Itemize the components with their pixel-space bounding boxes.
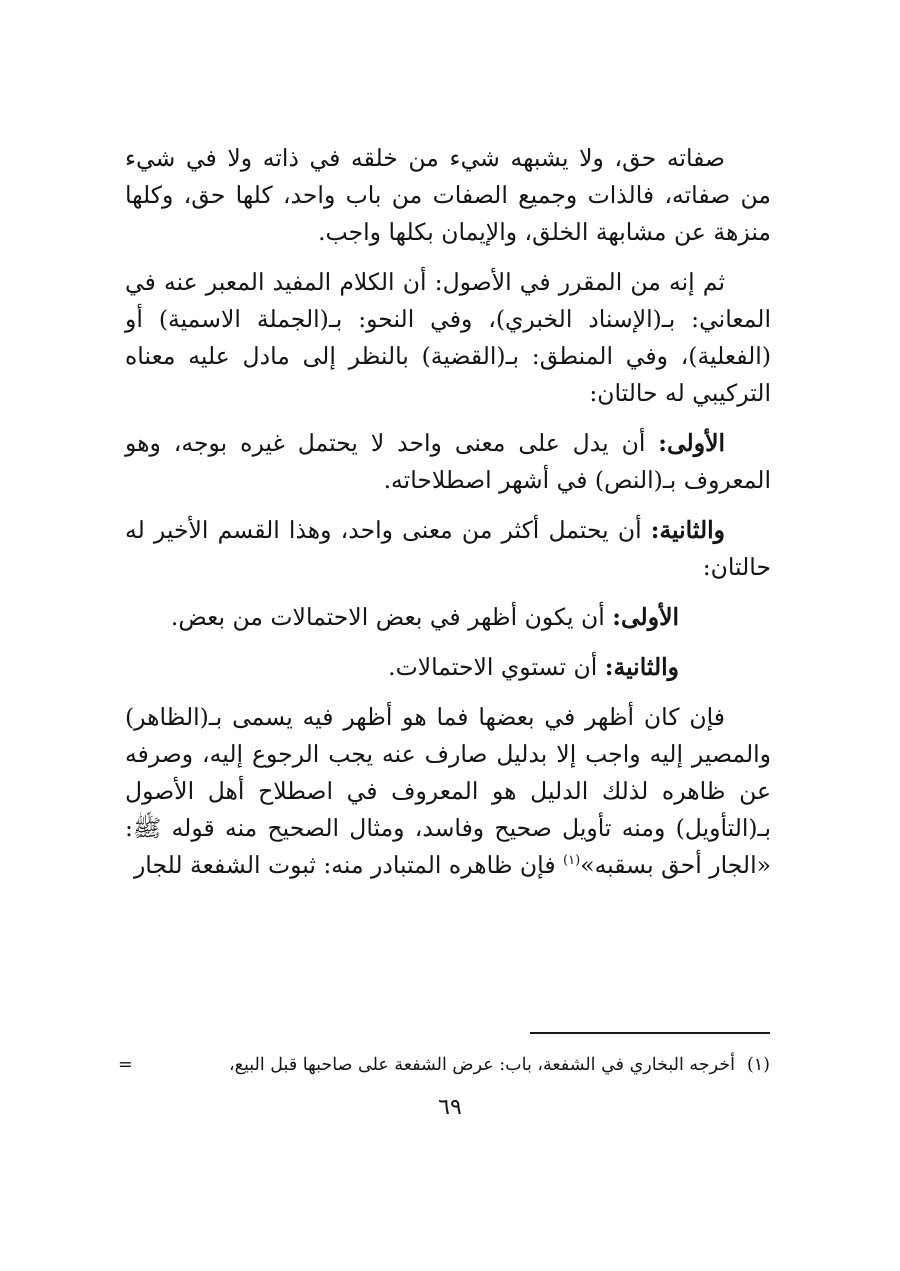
footnote-continuation-mark: = (118, 1055, 133, 1075)
paragraph-6 (125, 649, 771, 686)
paragraph-4 (125, 512, 771, 586)
paragraph-2 (125, 264, 771, 412)
footnote-separator (530, 1032, 770, 1034)
paragraph-text: فإن ظاهره المتبادر منه: ثبوت الشفعة للجار (133, 851, 564, 879)
paragraph-label: والثانية: (604, 653, 679, 681)
paragraph-text: أن يكون أظهر في بعض الاحتمالات من بعض. (170, 603, 605, 631)
paragraph-label: الأولى: (658, 429, 725, 457)
paragraph-text: أن تستوي الاحتمالات. (388, 653, 598, 681)
paragraph-text: صفاته حق، ولا يشبهه شيء من خلقه في ذاته ولا في شيء من صفاته، فالذات وجميع الصفات من باب واحد، كلها حق، وكلها منزهة عن مشابهة الخلق، والإيمان بكلها واجب. (125, 144, 771, 246)
paragraph-text: ثم إنه من المقرر في الأصول: أن الكلام المفيد المعبر عنه في المعاني: بـ(الإسناد الخبري)، وفي النحو: بـ(الجملة الاسمية) أو (الفعلية)، وفي المنطق: بـ(القضية) بالنظر إلى مادل عليه معناه التركيبي له حالتان: (125, 268, 771, 407)
paragraph-text: أن يدل على معنى واحد لا يحتمل غيره بوجه، وهو المعروف بـ(النص) في أشهر اصطلاحاته. (125, 429, 771, 494)
footnote-reference: (١) (563, 853, 581, 869)
paragraph-label: الأولى: (612, 603, 679, 631)
page-number: ٦٩ (438, 1095, 462, 1120)
paragraph-3 (125, 425, 771, 499)
footnote (118, 1052, 770, 1078)
footnote-marker: (١) (746, 1055, 770, 1075)
paragraph-text: أن يحتمل أكثر من معنى واحد، وهذا القسم الأخير له حالتان: (125, 516, 771, 581)
paragraph-text: فإن كان أظهر في بعضها فما هو أظهر فيه يسمى بـ(الظاهر) والمصير إليه واجب إلا بدليل صارف عنه يجب الرجوع إليه، وصرفه عن ظاهره لذلك الدليل هو المعروف في اصطلاح أهل الأصول بـ(التأويل) ومنه تأويل صحيح وفاسد، ومثال الصحيح منه قوله ﷺ: «الجار أحق بسقبه» (125, 703, 771, 879)
paragraph-label: والثانية: (650, 516, 725, 544)
main-text (125, 140, 771, 884)
footnote-text: أخرجه البخاري في الشفعة، باب: عرض الشفعة على صاحبها قبل البيع، (229, 1055, 735, 1075)
paragraph-5 (125, 599, 771, 636)
paragraph-1 (125, 140, 771, 251)
paragraph-7 (125, 699, 771, 884)
